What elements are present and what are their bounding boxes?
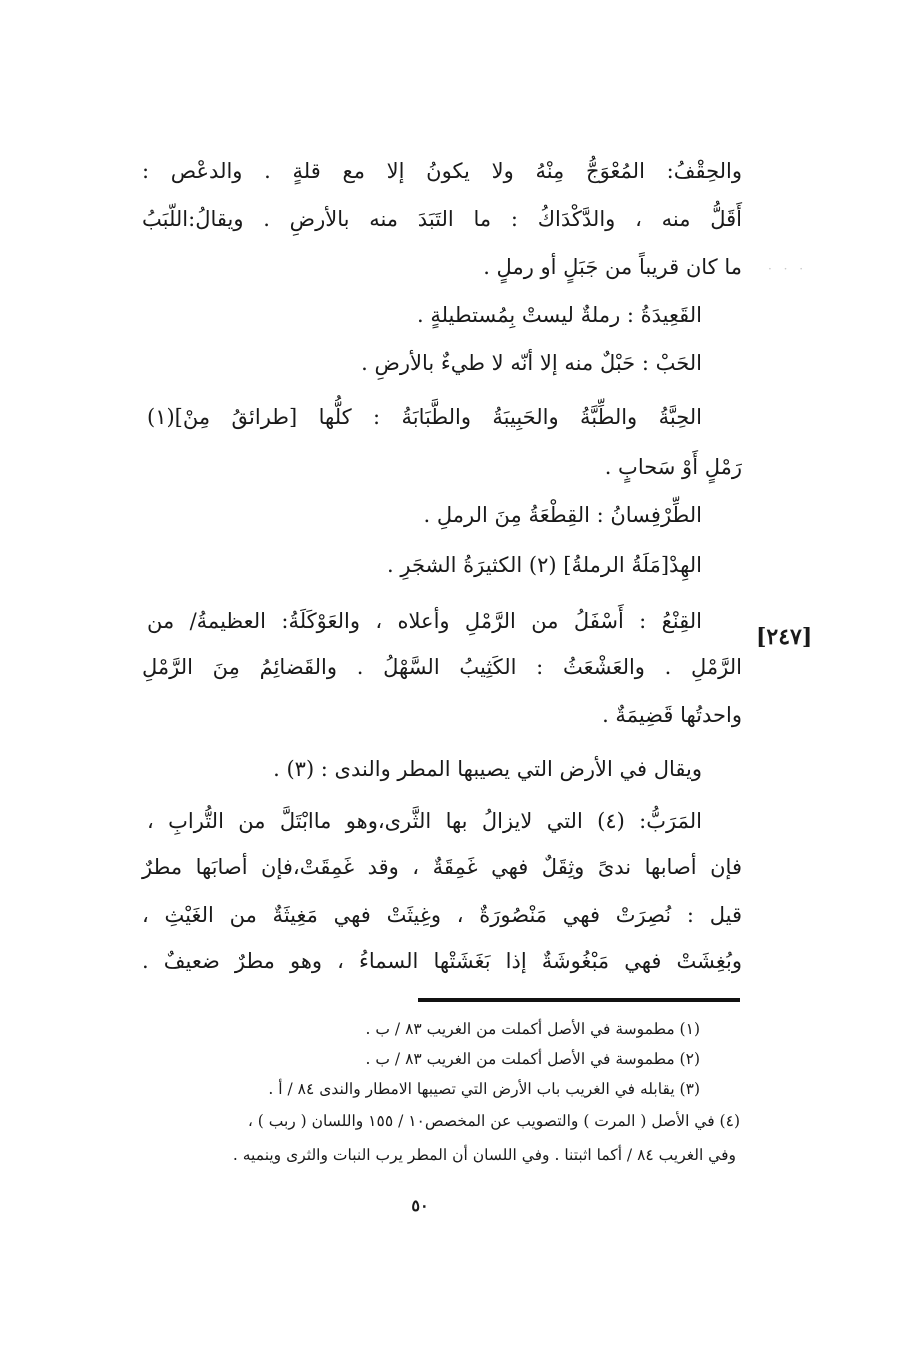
footnote-divider [418, 998, 740, 1002]
body-line: وبُغِشَتْ فهي مَبْغُوشَةٌ إذا بَغَشَتْها السماءُ ، وهو مطرٌ ضعيفٌ . [142, 949, 742, 973]
body-line: الحَبْ : حَبْلٌ منه إلا أنّه لا طيءٌ بالأرضِ . [361, 351, 702, 375]
body-line: واحدتُها قَضِيمَةٌ . [602, 703, 742, 727]
page-number: ٥٠ [411, 1196, 429, 1215]
body-line: الرَّمْلِ . والعَشْعَثُ : الكَثِيبُ السَّهْلُ . والقَضائِمُ مِنَ الرَّمْلِ [142, 655, 742, 679]
body-line: المَرَبُّ: (٤) التي لايزالُ بها الثَّرى،وهو ماابْتَلَّ من التُّرابِ ، [147, 809, 702, 833]
footnote-continuation: وفي الغريب ٨٤ / أكما اثبتنا . وفي اللسان أن المطر يرب النبات والثرى وينميه . [232, 1146, 736, 1164]
body-line: الهِدْ[مَلَةُ الرملةُ] (٢) الكثيرَةُ الشجَرِ . [387, 553, 702, 577]
body-line: الحِبَّةُ والطِّبَّةُ والحَبِيبَةُ والطَّبَابَةُ : كلُّها [طرائقُ مِنْ](١) [147, 405, 702, 429]
body-line: والحِقْفُ: المُعْوَجُّ مِنْهُ ولا يكونُ إلا مع قلةٍ . والدعْص : [142, 159, 742, 183]
footnote: (٣) يقابله في الغريب باب الأرض التي تصيبها الامطار والندى ٨٤ / أ . [268, 1080, 700, 1098]
body-line: القِنْعُ : أَسْفَلُ من الرَّمْلِ وأعلاه ، والعَوْكَلَةُ: العظيمةُ/ من [147, 609, 702, 633]
body-line: القَعِيدَةُ : رملةٌ ليستْ بِمُستطيلةٍ . [417, 303, 702, 327]
footnote: (١) مطموسة في الأصل أكملت من الغريب ٨٣ / ب . [365, 1020, 700, 1038]
body-line: ويقال في الأرض التي يصيبها المطر والندى : (٣) . [273, 757, 702, 781]
body-line: فإن أصابها ندىً وثِقَلٌ فهي غَمِقَةٌ ، وقد غَمِقَتْ،فإن أصابَها مطرٌ [142, 855, 742, 879]
body-line: الطِّرْفِسانُ : القِطْعَةُ مِنَ الرملِ . [423, 503, 702, 527]
scan-specks: · · · [768, 262, 808, 276]
footnote: (٢) مطموسة في الأصل أكملت من الغريب ٨٣ / ب . [365, 1050, 700, 1068]
body-line: أَقَلُّ منه ، والدَّكْدَاكُ : ما التَبَدَ منه بالأرضِ . ويقالُ:اللّبَبُ [142, 207, 742, 231]
footnote: (٤) في الأصل ( المرت ) والتصويب عن المخصص١٠ / ١٥٥ واللسان ( ربب ) ، [247, 1112, 740, 1130]
body-line: ما كان قريباً من جَبَلٍ أو رملٍ . [483, 255, 742, 279]
body-line: رَمْلٍ أَوْ سَحابٍ . [604, 455, 742, 479]
body-line: قيل : نُصِرَتْ فهي مَنْصُورَةٌ ، وغِيثَتْ فهي مَغِيثَةٌ من الغَيْثِ ، [142, 903, 742, 927]
margin-folio-reference: [٢٤٧] [756, 624, 813, 650]
